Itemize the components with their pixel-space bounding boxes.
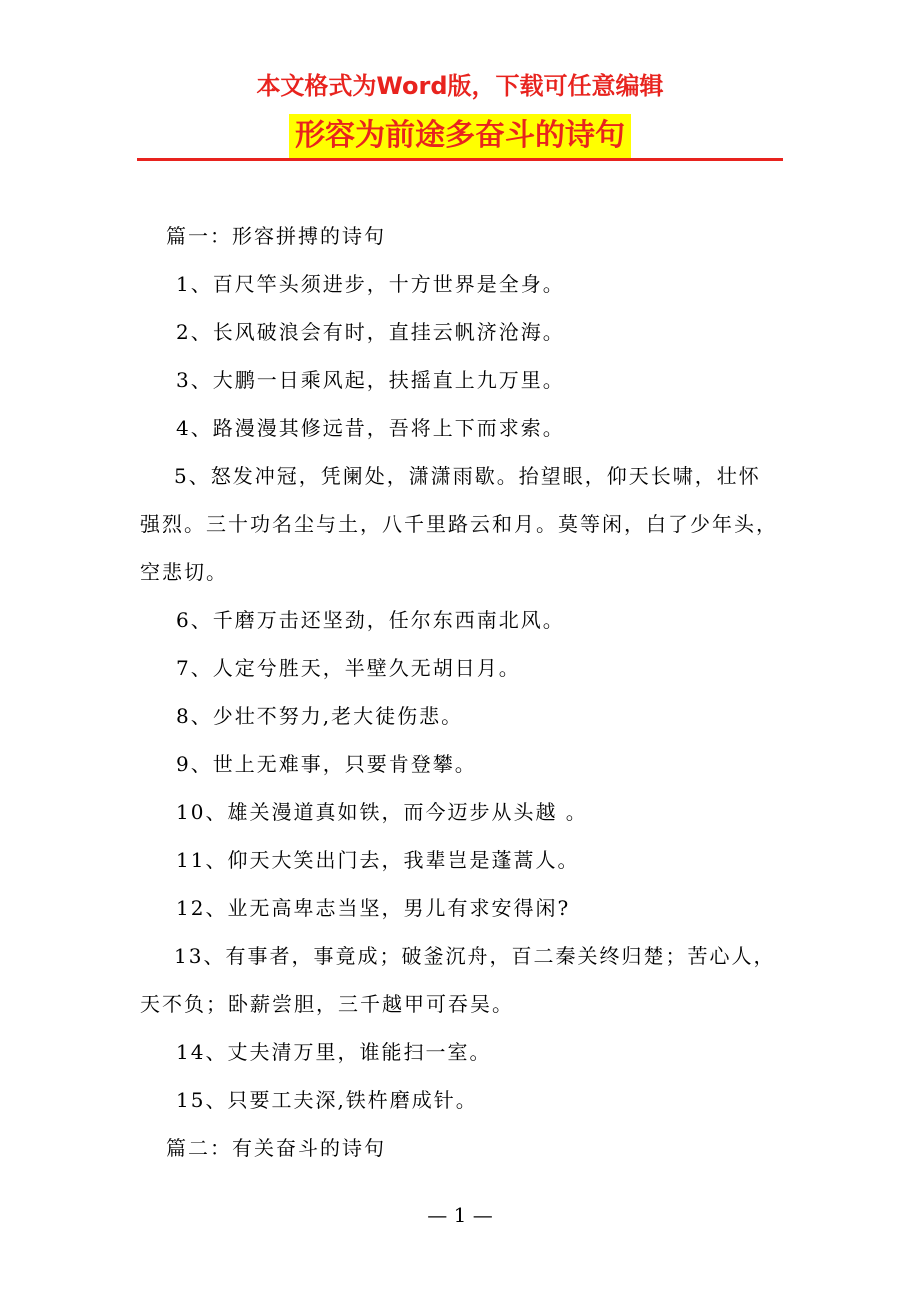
poem-line-12: 12、业无高卑志当坚，男儿有求安得闲? [176, 896, 571, 920]
title-divider [137, 158, 783, 161]
title-container [0, 114, 920, 158]
poem-line-9: 9、世上无难事，只要肯登攀。 [176, 752, 477, 776]
section-heading-1: 篇一：形容拼搏的诗句 [166, 224, 386, 248]
poem-line-14: 14、丈夫清万里，谁能扫一室。 [176, 1040, 492, 1064]
document-body [140, 212, 780, 1172]
poem-line-1: 1、百尺竿头须进步，十方世界是全身。 [176, 272, 565, 296]
poem-line-8: 8、少壮不努力,老大徒伤悲。 [176, 704, 464, 728]
poem-line-10: 10、雄关漫道真如铁，而今迈步从头越 。 [176, 800, 588, 824]
poem-line-6: 6、千磨万击还坚劲，任尔东西南北风。 [176, 608, 565, 632]
page-number: — 1 — [427, 1203, 493, 1227]
poem-line-13: 13、有事者，事竟成；破釜沉舟，百二秦关终归楚；苦心人，天不负；卧薪尝胆，三千越甲可吞吴。 [140, 944, 776, 1016]
section-heading-2: 篇二：有关奋斗的诗句 [166, 1136, 386, 1160]
poem-line-2: 2、长风破浪会有时，直挂云帆济沧海。 [176, 320, 565, 344]
poem-line-11: 11、仰天大笑出门去，我辈岂是蓬蒿人。 [176, 848, 580, 872]
poem-line-4: 4、路漫漫其修远昔，吾将上下而求索。 [176, 416, 565, 440]
poem-line-7: 7、人定兮胜天，半壁久无胡日月。 [176, 656, 521, 680]
poem-line-15: 15、只要工夫深,铁杵磨成针。 [176, 1088, 478, 1112]
poem-line-3: 3、大鹏一日乘风起，扶摇直上九万里。 [176, 368, 565, 392]
download-banner: 本文格式为Word版，下载可任意编辑 [256, 72, 664, 100]
document-title: 形容为前途多奋斗的诗句 [289, 114, 631, 158]
poem-line-5: 5、怒发冲冠，凭阑处，潇潇雨歇。抬望眼，仰天长啸，壮怀强烈。三十功名尘与土，八千里路云和月。莫等闲，白了少年头，空悲切。 [140, 464, 778, 584]
